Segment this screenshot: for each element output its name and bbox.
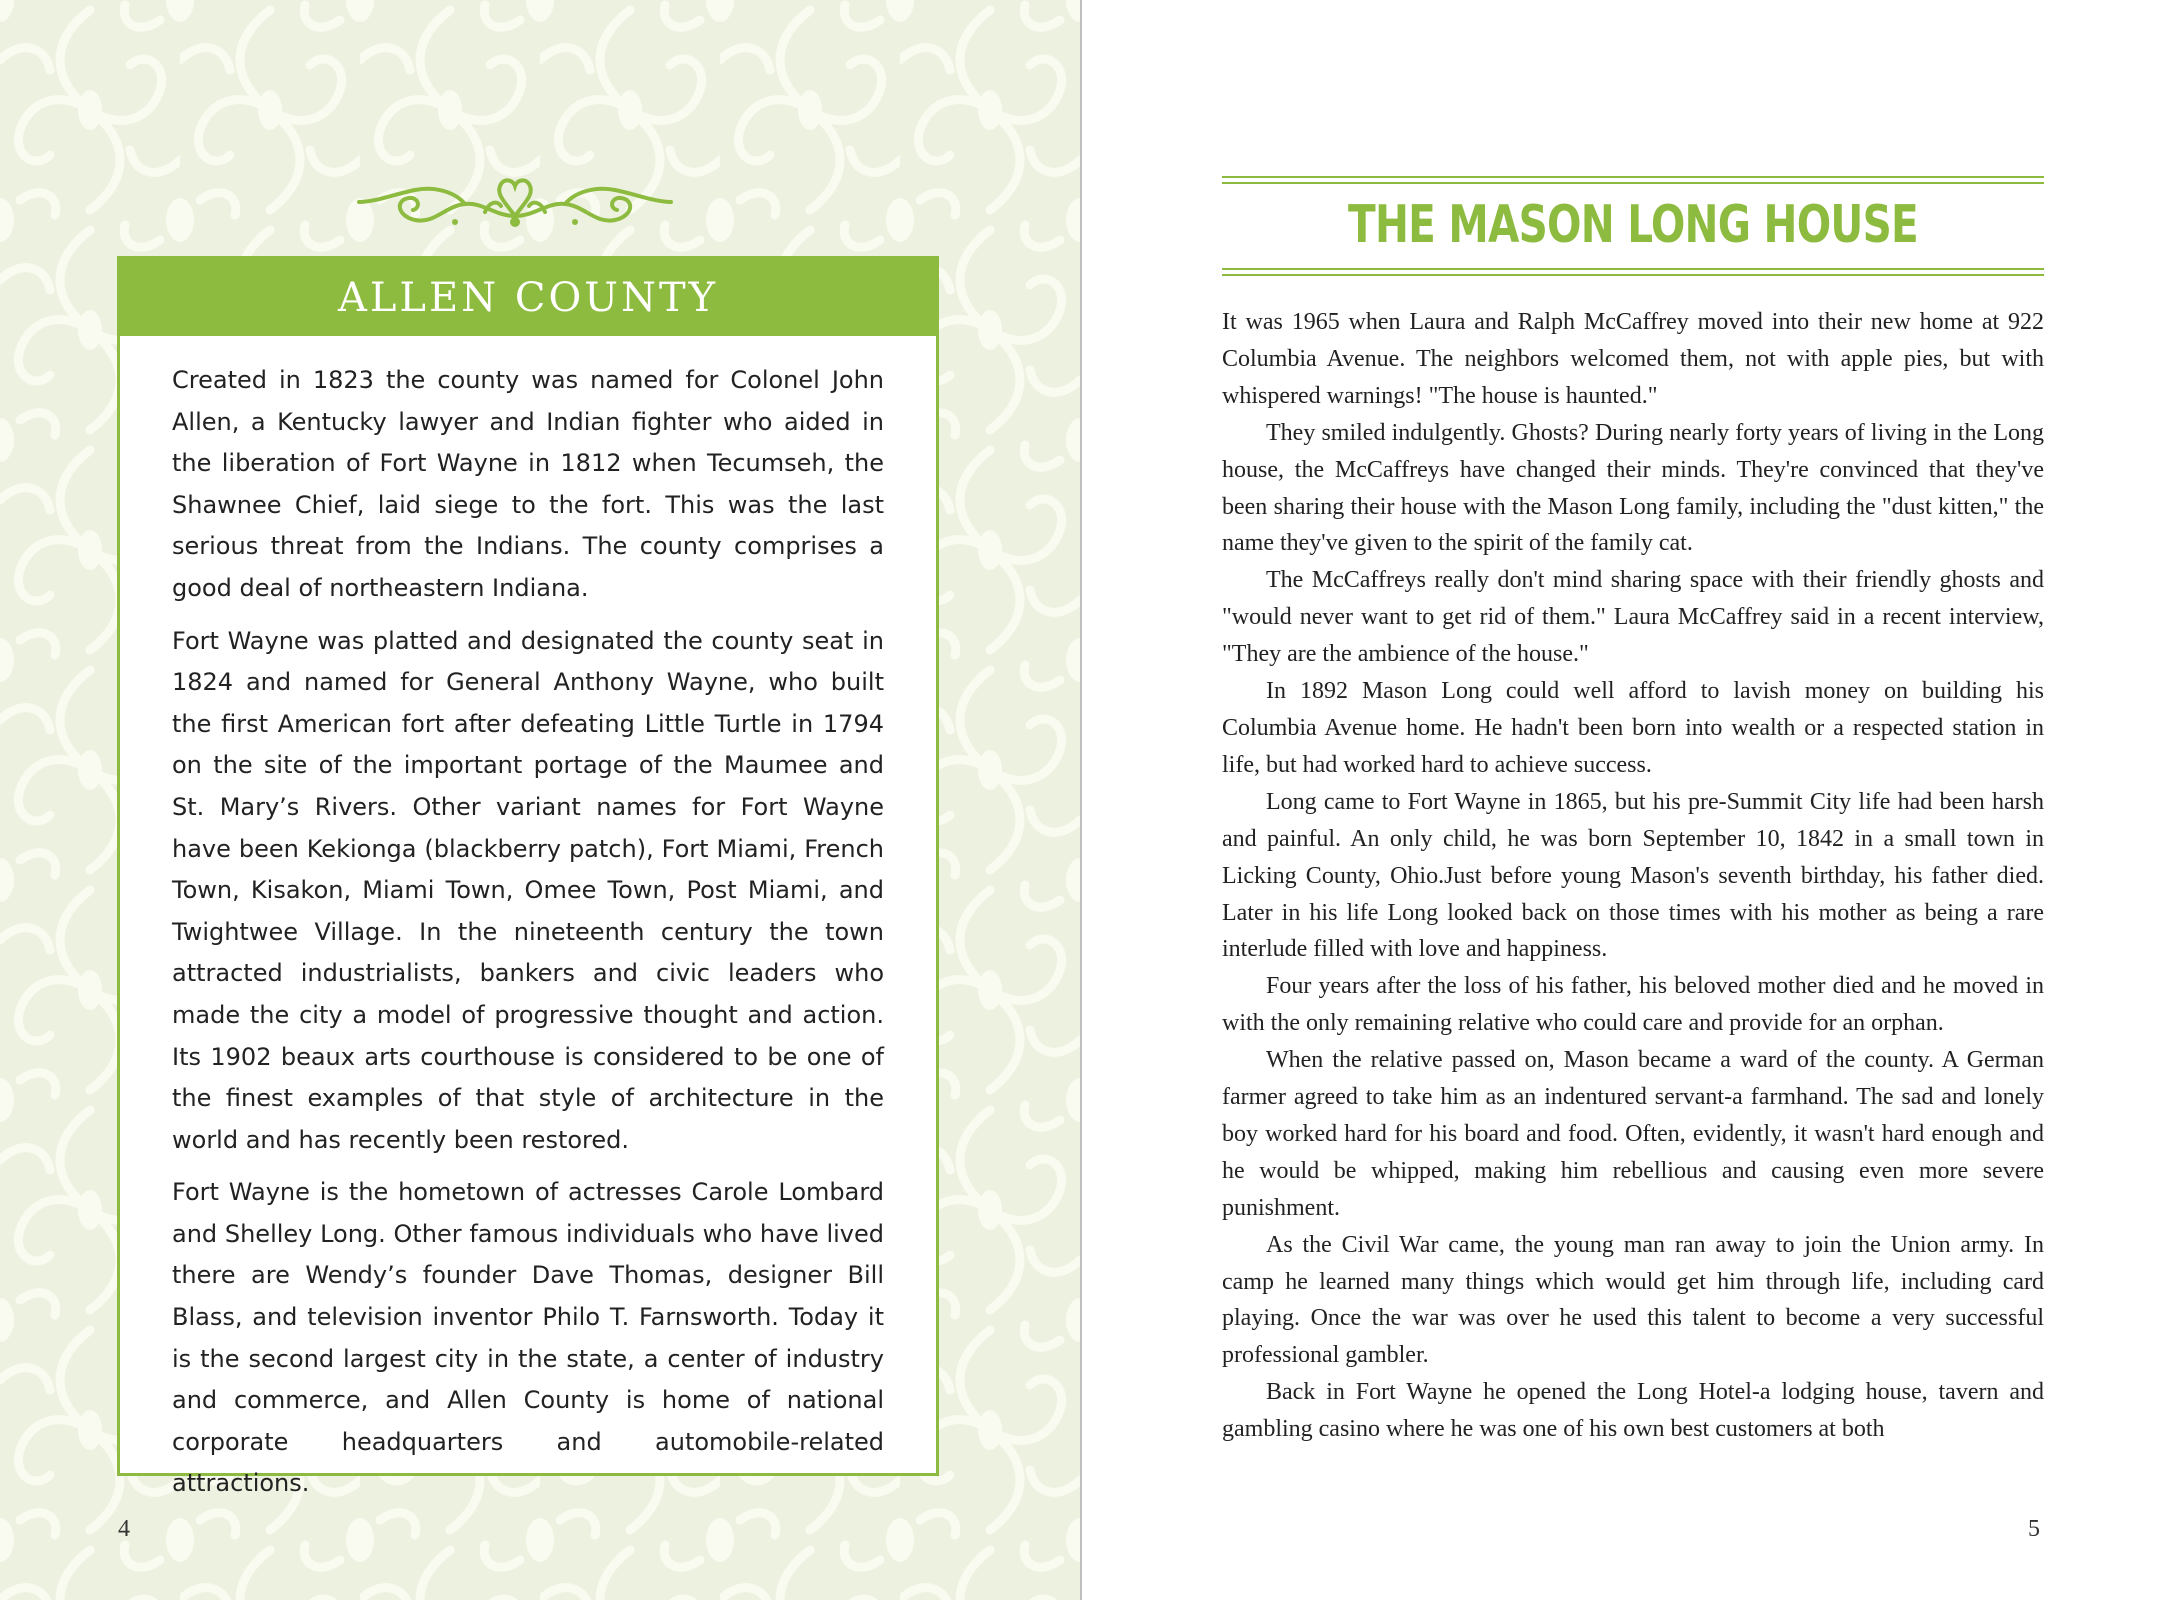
chapter-paragraph: Back in Fort Wayne he opened the Long Hotel-a lodging house, tavern and gambling casino where he was one of his own best customers at both [1222, 1379, 2044, 1443]
county-paragraph: Created in 1823 the county was named for Colonel John Allen, a Kentucky lawyer and Indian fighter who aided in the liberation of Fort Wayne in 1812 when Tecumseh, the Shawnee Chief, laid siege to the fort. This was the last serious threat from the Indians. The county comprises a good deal of northeastern Indiana. [172, 366, 884, 602]
chapter-body [1222, 304, 2044, 1448]
page-number-right: 5 [2028, 1516, 2040, 1542]
county-title: ALLEN COUNTY [337, 274, 719, 321]
page-number-left: 4 [118, 1516, 130, 1542]
chapter-paragraph: In 1892 Mason Long could well afford to lavish money on building his Columbia Avenue home. He hadn't been born into wealth or a respected station in life, but had worked hard to achieve success. [1222, 678, 2044, 778]
chapter-title: THE MASON LONG HOUSE [1348, 195, 1918, 255]
chapter-paragraph: Long came to Fort Wayne in 1865, but his pre-Summit City life had been harsh and painful. An only child, he was born September 10, 1842 in a small town in Licking County, Ohio.Just before young Mason's seventh birthday, his father died. Later in his life Long looked back on those times with his mother as being a rare interlude filled with love and happiness. [1222, 788, 2044, 963]
title-rule-top [1222, 176, 2044, 178]
county-info-box [117, 256, 939, 1498]
left-page [0, 0, 1080, 1600]
decorative-flourish-icon [355, 172, 675, 234]
chapter-paragraph: The McCaffreys really don't mind sharing space with their friendly ghosts and "would never want to get rid of them." Laura McCaffrey said in a recent interview, "They are the ambience of the house." [1222, 567, 2044, 668]
chapter-paragraph: When the relative passed on, Mason became a ward of the county. A German farmer agreed to take him as an indentured servant-a farmhand. The sad and lonely boy worked hard for his board and food. Often, evidently, it wasn't hard enough and he would be whipped, making him rebellious and causing even more severe punishment. [1222, 1047, 2044, 1221]
title-rule-bottom-double [1222, 274, 2044, 276]
county-paragraph: Fort Wayne is the hometown of actresses Carole Lombard and Shelley Long. Other famous individuals who have lived there are Wendy’s founder Dave Thomas, designer Bill Blass, and television inventor Philo T. Farnsworth. Today it is the second largest city in the state, a center of industry and commerce, and Allen County is home of national corporate headquarters and automobile-related attractions. [172, 1178, 884, 1498]
county-info-header [120, 259, 936, 336]
chapter-paragraph: Four years after the loss of his father, his beloved mother died and he moved in with the only remaining relative who could care and provide for an orphan. [1222, 973, 2044, 1037]
county-paragraph: Fort Wayne was platted and designated the county seat in 1824 and named for General Anthony Wayne, who built the first American fort after defeating Little Turtle in 1794 on the site of the important portage of the Maumee and St. Mary’s Rivers. Other variant names for Fort Wayne have been Kekionga (blackberry patch), Fort Miami, French Town, Kisakon, Miami Town, Omee Town, Post Miami, and Twightwee Village. In the nineteenth century the town attracted industrialists, bankers and civic leaders who made the city a model of progressive thought and action. Its 1902 beaux arts courthouse is considered to be one of the finest examples of that style of architecture in the world and has recently been restored. [172, 626, 884, 1154]
chapter-paragraph: It was 1965 when Laura and Ralph McCaffrey moved into their new home at 922 Columbia Avenue. The neighbors welcomed them, not with apple pies, but with whispered warnings! "The house is haunted." [1222, 309, 2044, 409]
title-rule-top-double [1222, 182, 2044, 184]
title-rule-bottom [1222, 268, 2044, 270]
chapter-paragraph: As the Civil War came, the young man ran away to join the Union army. In camp he learned many things which would get him through life, including card playing. Once the war was over he used this talent to become a very successful professional gambler. [1222, 1231, 2044, 1369]
county-info-body [120, 336, 936, 1505]
chapter-paragraph: They smiled indulgently. Ghosts? During nearly forty years of living in the Long house, the McCaffreys have changed their minds. They're convinced that they've been sharing their house with the Mason Long family, including the "dust kitten," the name they've given to the spirit of the family cat. [1222, 419, 2044, 557]
